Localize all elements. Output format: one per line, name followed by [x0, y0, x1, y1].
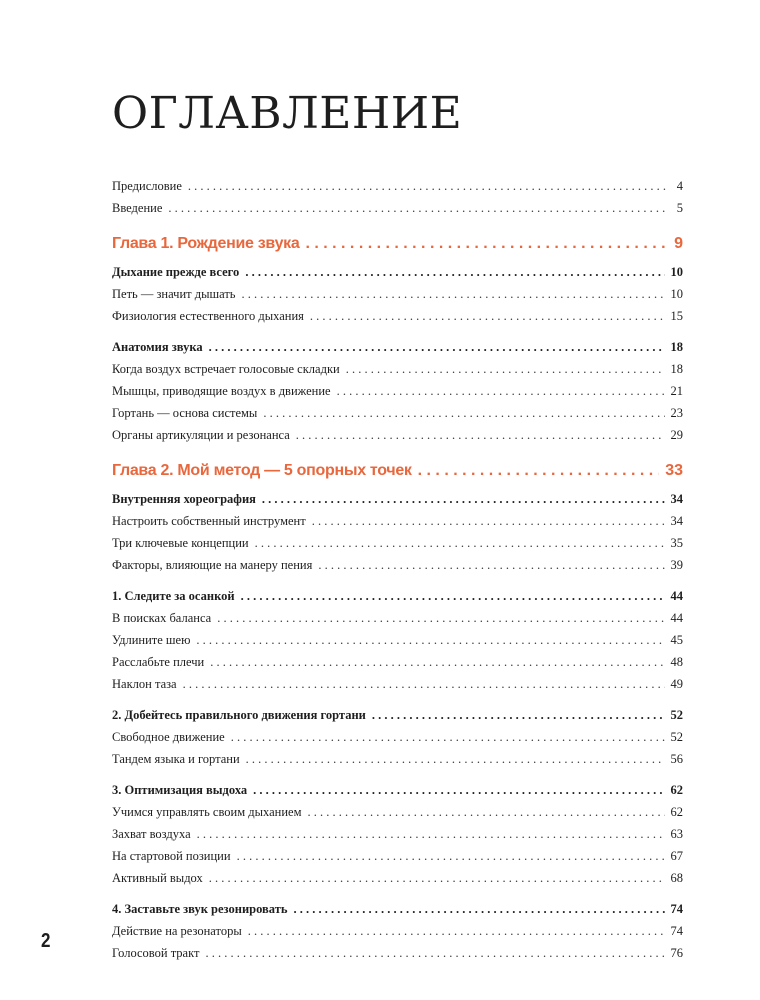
table-of-contents: [112, 175, 683, 964]
toc-entry[interactable]: [112, 358, 683, 380]
toc-entry-title: Активный выдох: [112, 871, 203, 885]
toc-entry[interactable]: [112, 651, 683, 673]
toc-section-page: 10: [670, 265, 683, 279]
toc-section[interactable]: [112, 585, 683, 607]
dot-leader: [241, 585, 665, 607]
toc-entry-page: 23: [670, 406, 683, 420]
dot-leader: [312, 510, 665, 532]
toc-section-page: 34: [670, 492, 683, 506]
toc-section[interactable]: [112, 488, 683, 510]
toc-entry[interactable]: [112, 801, 683, 823]
dot-leader: [197, 823, 665, 845]
toc-section-title: 4. Заставьте звук резонировать: [112, 902, 288, 916]
dot-leader: [262, 488, 665, 510]
toc-entry-introduction[interactable]: [112, 197, 683, 219]
page-title: ОГЛАВЛЕНИЕ: [112, 88, 463, 139]
toc-entry-title: Петь — значит дышать: [112, 287, 236, 301]
toc-entry-title: В поисках баланса: [112, 611, 212, 625]
toc-entry[interactable]: [112, 845, 683, 867]
toc-entry-title: Введение: [112, 201, 163, 215]
dot-leader: [253, 779, 664, 801]
dot-leader: [231, 726, 665, 748]
dot-leader: [263, 402, 664, 424]
toc-entry-page: 21: [670, 384, 683, 398]
dot-leader: [318, 554, 664, 576]
toc-section[interactable]: [112, 261, 683, 283]
toc-section-title: 3. Оптимизация выдоха: [112, 783, 248, 797]
toc-entry-page: 68: [670, 871, 683, 885]
toc-section-title: 1. Следите за осанкой: [112, 589, 235, 603]
toc-entry-title: Наклон таза: [112, 677, 177, 691]
toc-entry[interactable]: [112, 424, 683, 446]
toc-entry[interactable]: [112, 380, 683, 402]
dot-leader: [245, 261, 664, 283]
dot-leader: [296, 424, 665, 446]
dot-leader: [310, 305, 665, 327]
toc-entry-title: Когда воздух встречает голосовые складки: [112, 362, 340, 376]
dot-leader: [183, 673, 665, 695]
toc-entry[interactable]: [112, 283, 683, 305]
toc-chapter-page: 33: [665, 462, 683, 479]
toc-entry-title: Учимся управлять своим дыханием: [112, 805, 302, 819]
dot-leader: [196, 629, 664, 651]
dot-leader: [210, 651, 664, 673]
toc-section[interactable]: [112, 336, 683, 358]
toc-section-title: Анатомия звука: [112, 340, 203, 354]
dot-leader: [337, 380, 665, 402]
toc-entry-title: На стартовой позиции: [112, 849, 231, 863]
toc-entry-page: 34: [670, 514, 683, 528]
toc-entry-title: Предисловие: [112, 179, 182, 193]
toc-entry-title: Захват воздуха: [112, 827, 191, 841]
toc-entry-title: Мышцы, приводящие воздух в движение: [112, 384, 331, 398]
toc-section-page: 62: [670, 783, 683, 797]
dot-leader: [168, 197, 669, 219]
toc-entry-page: 39: [670, 558, 683, 572]
toc-entry[interactable]: [112, 510, 683, 532]
toc-chapter-2[interactable]: [112, 456, 683, 486]
dot-leader: [372, 704, 665, 726]
dot-leader: [209, 336, 665, 358]
dot-leader: [255, 532, 665, 554]
toc-section-page: 52: [670, 708, 683, 722]
toc-entry-page: 74: [670, 924, 683, 938]
toc-entry-page: 4: [676, 179, 683, 193]
toc-entry[interactable]: [112, 305, 683, 327]
toc-entry-preface[interactable]: [112, 175, 683, 197]
toc-section-page: 18: [670, 340, 683, 354]
dot-leader: [305, 229, 668, 259]
toc-entry-title: Свободное движение: [112, 730, 225, 744]
toc-entry-title: Настроить собственный инструмент: [112, 514, 306, 528]
toc-entry-page: 45: [670, 633, 683, 647]
toc-entry-title: Гортань — основа системы: [112, 406, 258, 420]
dot-leader: [246, 748, 665, 770]
toc-entry[interactable]: [112, 402, 683, 424]
dot-leader: [293, 898, 664, 920]
toc-entry-page: 52: [670, 730, 683, 744]
toc-section[interactable]: [112, 779, 683, 801]
toc-entry[interactable]: [112, 629, 683, 651]
toc-section[interactable]: [112, 704, 683, 726]
toc-entry-page: 15: [670, 309, 683, 323]
toc-entry[interactable]: [112, 726, 683, 748]
toc-entry[interactable]: [112, 748, 683, 770]
toc-entry[interactable]: [112, 823, 683, 845]
dot-leader: [418, 456, 660, 486]
dot-leader: [248, 920, 665, 942]
toc-section[interactable]: [112, 898, 683, 920]
toc-entry-page: 76: [670, 946, 683, 960]
toc-entry-page: 35: [670, 536, 683, 550]
toc-entry-page: 18: [670, 362, 683, 376]
toc-entry-page: 5: [676, 201, 683, 215]
dot-leader: [242, 283, 665, 305]
toc-entry[interactable]: [112, 867, 683, 889]
toc-entry-title: Действие на резонаторы: [112, 924, 242, 938]
toc-chapter-title: Глава 2. Мой метод — 5 опорных точек: [112, 462, 412, 479]
toc-entry-page: 56: [670, 752, 683, 766]
toc-chapter-page: 9: [674, 235, 683, 252]
toc-entry-title: Физиология естественного дыхания: [112, 309, 304, 323]
toc-entry-title: Органы артикуляции и резонанса: [112, 428, 290, 442]
dot-leader: [346, 358, 665, 380]
toc-entry-page: 29: [670, 428, 683, 442]
toc-entry-title: Расслабьте плечи: [112, 655, 205, 669]
toc-entry-title: Факторы, влияющие на манеру пения: [112, 558, 313, 572]
toc-entry-title: Голосовой тракт: [112, 946, 200, 960]
toc-entry[interactable]: [112, 673, 683, 695]
toc-section-title: Дыхание прежде всего: [112, 265, 240, 279]
toc-entry-title: Тандем языка и гортани: [112, 752, 240, 766]
toc-chapter-1[interactable]: [112, 229, 683, 259]
page-number: 2: [41, 930, 51, 952]
toc-chapter-title: Глава 1. Рождение звука: [112, 235, 300, 252]
toc-entry-page: 44: [670, 611, 683, 625]
toc-section-title: 2. Добейтесь правильного движения гортани: [112, 708, 366, 722]
dot-leader: [237, 845, 665, 867]
dot-leader: [307, 801, 664, 823]
dot-leader: [217, 607, 664, 629]
toc-entry[interactable]: [112, 942, 683, 964]
toc-section-page: 44: [670, 589, 683, 603]
toc-entry-page: 62: [670, 805, 683, 819]
toc-entry-page: 67: [670, 849, 683, 863]
toc-entry-page: 48: [670, 655, 683, 669]
toc-entry-page: 63: [670, 827, 683, 841]
toc-section-page: 74: [670, 902, 683, 916]
toc-entry-title: Удлините шею: [112, 633, 191, 647]
toc-entry[interactable]: [112, 532, 683, 554]
toc-section-title: Внутренняя хореография: [112, 492, 256, 506]
dot-leader: [205, 942, 664, 964]
toc-entry-page: 10: [670, 287, 683, 301]
toc-entry-page: 49: [670, 677, 683, 691]
toc-entry-title: Три ключевые концепции: [112, 536, 249, 550]
dot-leader: [188, 175, 669, 197]
toc-entry[interactable]: [112, 554, 683, 576]
dot-leader: [209, 867, 665, 889]
toc-entry[interactable]: [112, 920, 683, 942]
toc-entry[interactable]: [112, 607, 683, 629]
